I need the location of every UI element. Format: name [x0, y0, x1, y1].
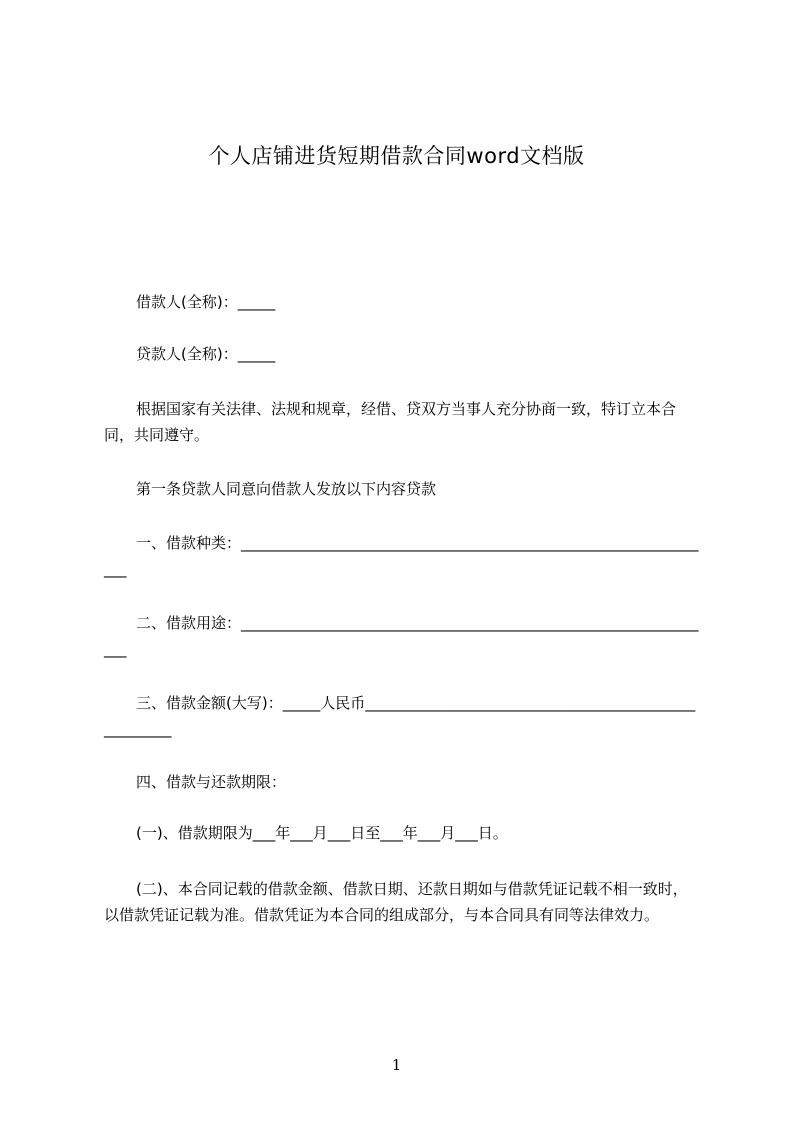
loan-amount-line: 三、借款金额(大写)：_____人民币_____________________________________________________ [104, 694, 696, 738]
loan-purpose-line: 二、借款用途：________________________________________________________________ [104, 614, 699, 658]
preamble-paragraph: 根据国家有关法律、法规和规章，经借、贷双方当事人充分协商一致，特订立本合同，共同遵守。 [104, 400, 677, 444]
lender-name-line: 贷款人(全称)：_____ [136, 345, 276, 363]
loan-period-line: (一)、借款期限为___年___月___日至___年___月___日。 [136, 824, 508, 842]
loan-type-line: 一、借款种类：________________________________________________________________ [104, 534, 699, 578]
borrower-name-line: 借款人(全称)：_____ [136, 293, 276, 311]
loan-voucher-clause: (二)、本合同记载的借款金额、借款日期、还款日期如与借款凭证记载不相一致时，以借款凭证记载为准。借款凭证为本合同的组成部分，与本合同具有同等法律效力。 [104, 880, 688, 924]
page-number: 1 [391, 1056, 402, 1074]
document-title: 个人店铺进货短期借款合同word文档版 [208, 144, 585, 168]
loan-term-heading: 四、借款与还款期限： [136, 773, 287, 791]
article-one-heading: 第一条贷款人同意向借款人发放以下内容贷款 [136, 480, 437, 498]
